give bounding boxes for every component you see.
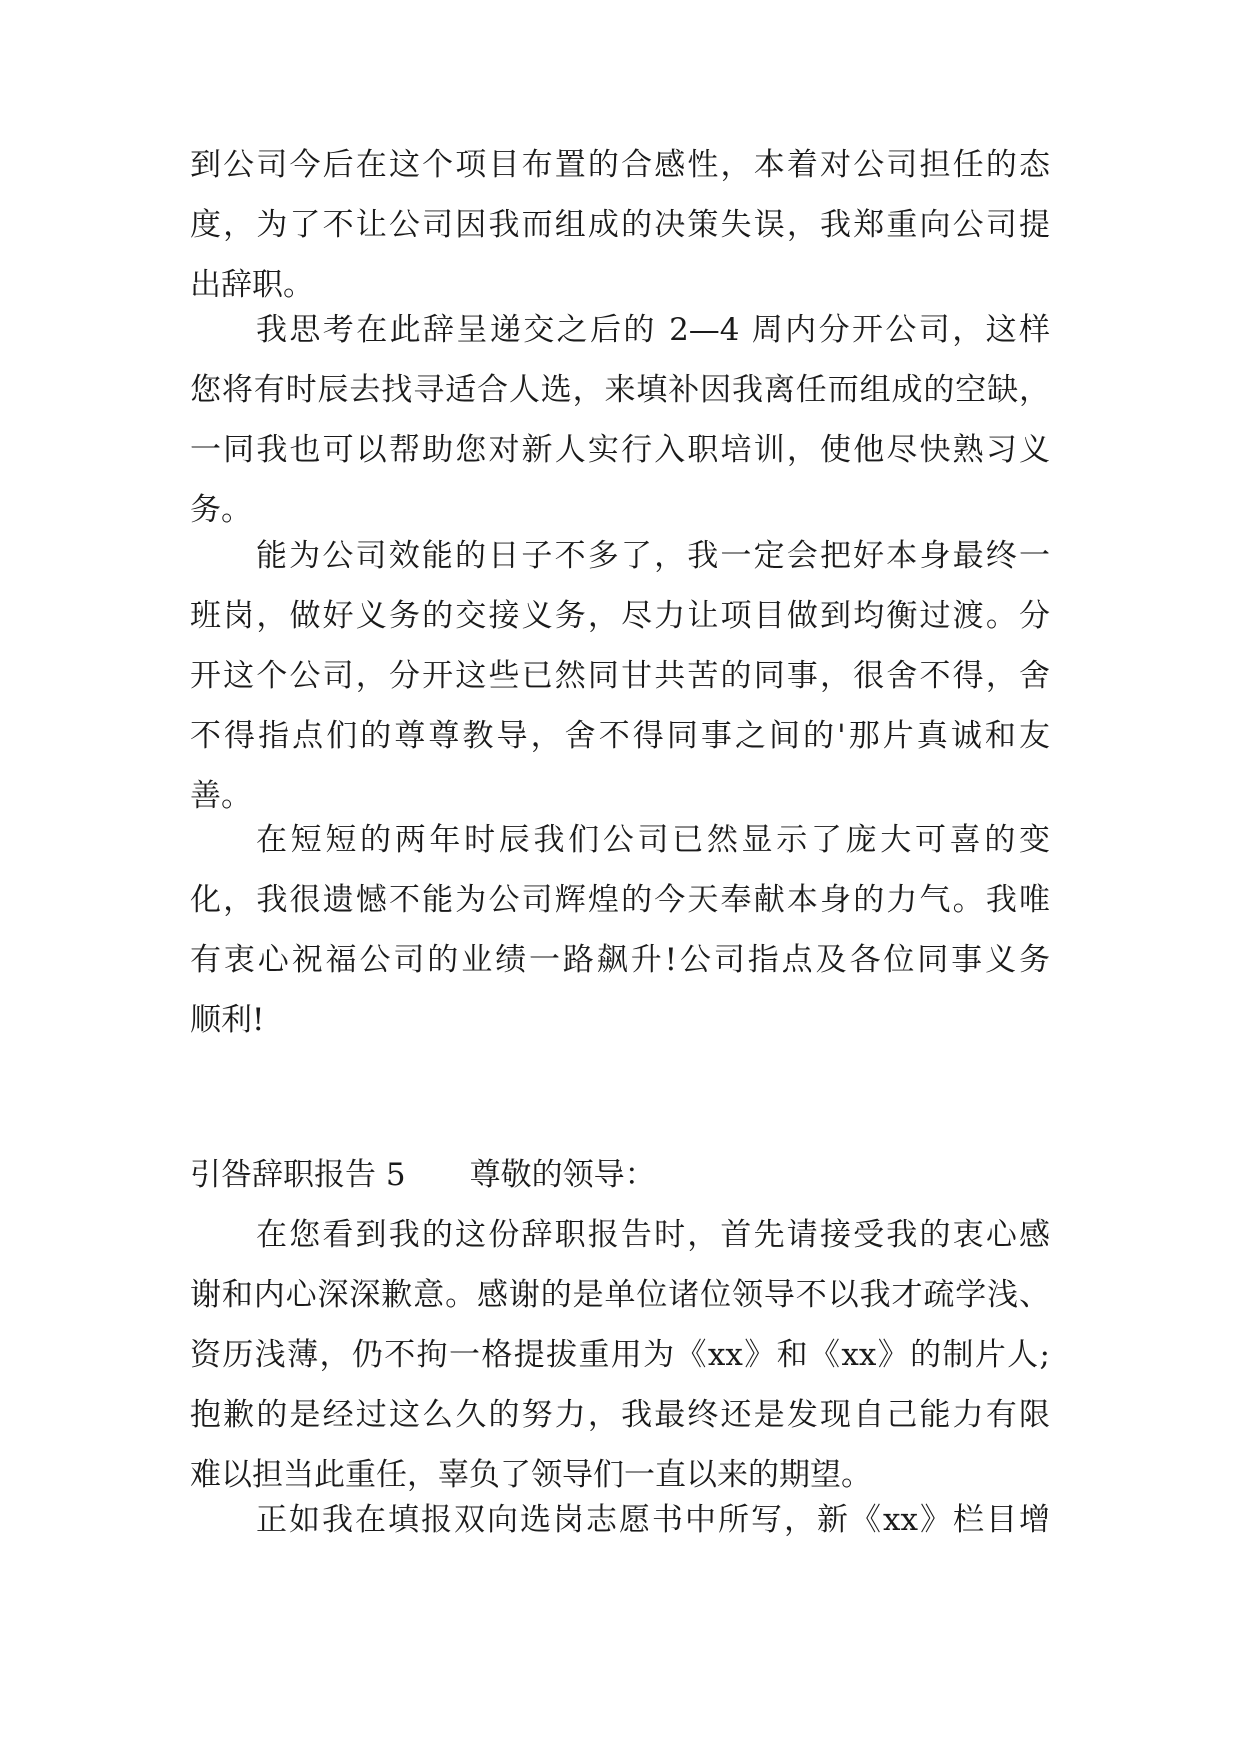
paragraph-line: 化，我很遗憾不能为公司辉煌的今天奉献本身的力气。我唯 — [190, 882, 1050, 918]
paragraph-line: 顺利! — [190, 1002, 265, 1038]
paragraph-5 — [190, 1205, 1050, 1505]
paragraph-line: 抱歉的是经过这么久的努力，我最终还是发现自己能力有限 — [190, 1397, 1050, 1433]
paragraph-line: 到公司今后在这个项目布置的合感性，本着对公司担任的态 — [190, 147, 1050, 183]
paragraph-3 — [190, 526, 1050, 826]
section-title: 引咎辞职报告 5 — [190, 1157, 406, 1193]
paragraph-6 — [190, 1490, 1050, 1550]
section-heading — [190, 1145, 656, 1205]
paragraph-line: 班岗，做好义务的交接义务，尽力让项目做到均衡过渡。分 — [190, 598, 1050, 634]
salutation: 尊敬的领导： — [469, 1157, 656, 1193]
paragraph-line: 善。 — [190, 778, 252, 814]
paragraph-1 — [190, 135, 1050, 315]
paragraph-line: 难以担当此重任，辜负了领导们一直以来的期望。 — [190, 1457, 872, 1493]
paragraph-4 — [190, 810, 1050, 1050]
paragraph-line: 能为公司效能的日子不多了，我一定会把好本身最终一 — [256, 538, 1050, 574]
paragraph-2 — [190, 300, 1050, 540]
paragraph-line: 资历浅薄，仍不拘一格提拔重用为《xx》和《xx》的制片人; — [190, 1337, 1050, 1373]
paragraph-line: 务。 — [190, 492, 252, 528]
paragraph-line: 度，为了不让公司因我而组成的决策失误，我郑重向公司提 — [190, 207, 1050, 243]
paragraph-line: 正如我在填报双向选岗志愿书中所写，新《xx》栏目增 — [256, 1502, 1050, 1538]
paragraph-line: 我思考在此辞呈递交之后的 2—4 周内分开公司，这样 — [256, 312, 1050, 348]
paragraph-line: 谢和内心深深歉意。感谢的是单位诸位领导不以我才疏学浅、 — [190, 1277, 1050, 1313]
paragraph-line: 有衷心祝福公司的业绩一路飙升!公司指点及各位同事义务 — [190, 942, 1050, 978]
paragraph-line: 一同我也可以帮助您对新人实行入职培训，使他尽快熟习义 — [190, 432, 1050, 468]
paragraph-line: 不得指点们的尊尊教导，舍不得同事之间的'那片真诚和友 — [190, 718, 1050, 754]
paragraph-line: 您将有时辰去找寻适合人选，来填补因我离任而组成的空缺， — [190, 372, 1050, 408]
paragraph-line: 出辞职。 — [190, 267, 314, 303]
paragraph-line: 在短短的两年时辰我们公司已然显示了庞大可喜的变 — [256, 822, 1050, 858]
paragraph-line: 在您看到我的这份辞职报告时，首先请接受我的衷心感 — [256, 1217, 1050, 1253]
paragraph-line: 开这个公司，分开这些已然同甘共苦的同事，很舍不得，舍 — [190, 658, 1050, 694]
